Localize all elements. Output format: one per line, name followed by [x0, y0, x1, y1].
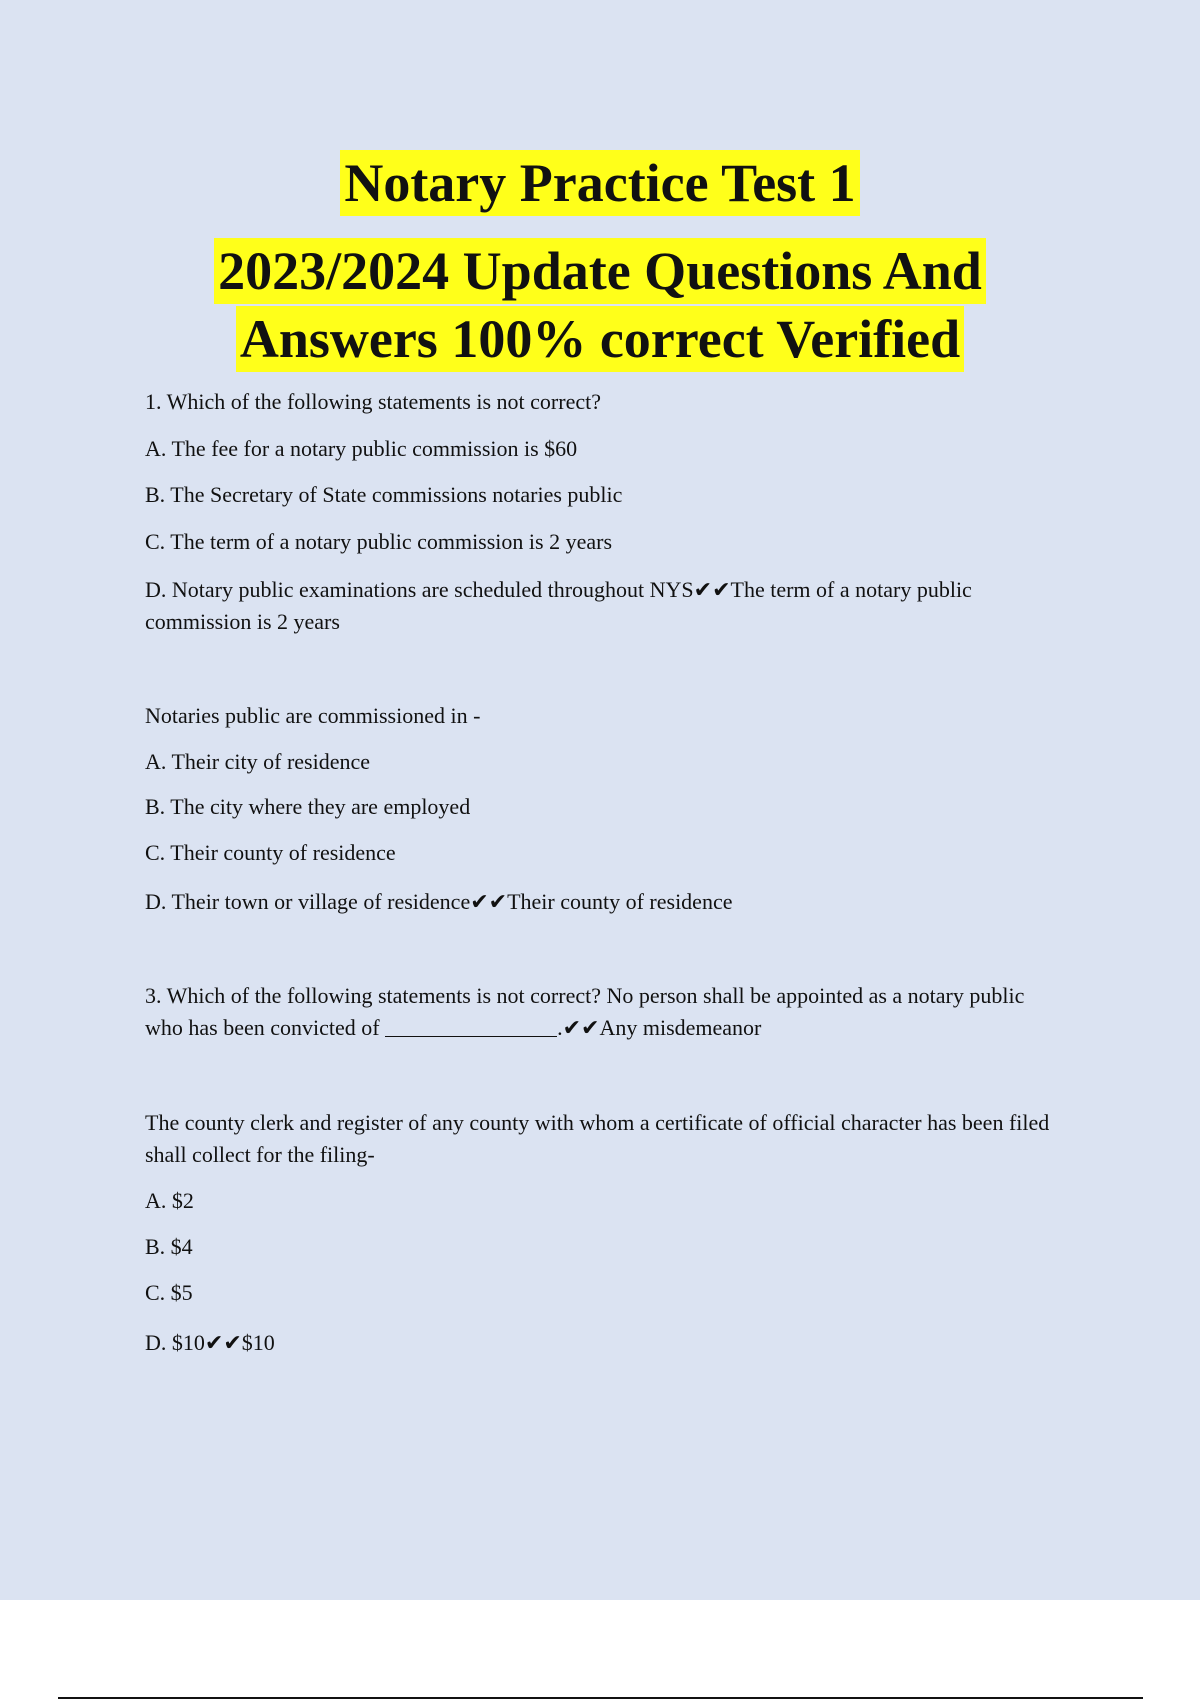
fill-in-blank: [385, 1014, 557, 1037]
q2-question: Notaries public are commissioned in -: [145, 703, 481, 728]
q4-option-d-answer: D. $10✔✔$10: [145, 1330, 275, 1355]
document-title: [0, 150, 1200, 372]
q1-option-c: C. The term of a notary public commission is 2 years: [145, 529, 613, 554]
q2-option-b: B. The city where they are employed: [145, 794, 471, 819]
q4-option-c: C. $5: [145, 1280, 193, 1305]
title-line-3: Answers 100% correct Verified: [236, 306, 964, 372]
q3-question-text: 3. Which of the following statements is not correct? No person shall be appointed as a notary public who has been convicted of: [145, 983, 1025, 1040]
title-line-1: Notary Practice Test 1: [340, 150, 859, 216]
q1-option-d-answer: D. Notary public examinations are scheduled throughout NYS✔✔The term of a notary public commission is 2 years: [145, 577, 972, 634]
q2-option-a: A. Their city of residence: [145, 749, 371, 774]
q2-option-d-answer: D. Their town or village of residence✔✔Their county of residence: [145, 889, 733, 914]
q4-question: The county clerk and register of any county with whom a certificate of official character has been filed shall collect for the filing-: [145, 1110, 1050, 1167]
q4-option-b: B. $4: [145, 1234, 193, 1259]
q1-question: 1. Which of the following statements is not correct?: [145, 389, 601, 414]
q4-option-a: A. $2: [145, 1188, 194, 1213]
footer-divider: [58, 1697, 1143, 1699]
q2-option-c: C. Their county of residence: [145, 840, 396, 865]
title-line-2: 2023/2024 Update Questions And: [214, 238, 986, 304]
q3-answer-text: .✔✔Any misdemeanor: [557, 1015, 762, 1040]
q1-option-b: B. The Secretary of State commissions notaries public: [145, 482, 623, 507]
q1-option-a: A. The fee for a notary public commission is $60: [145, 436, 578, 461]
q3-question-answer: [145, 980, 1065, 1044]
